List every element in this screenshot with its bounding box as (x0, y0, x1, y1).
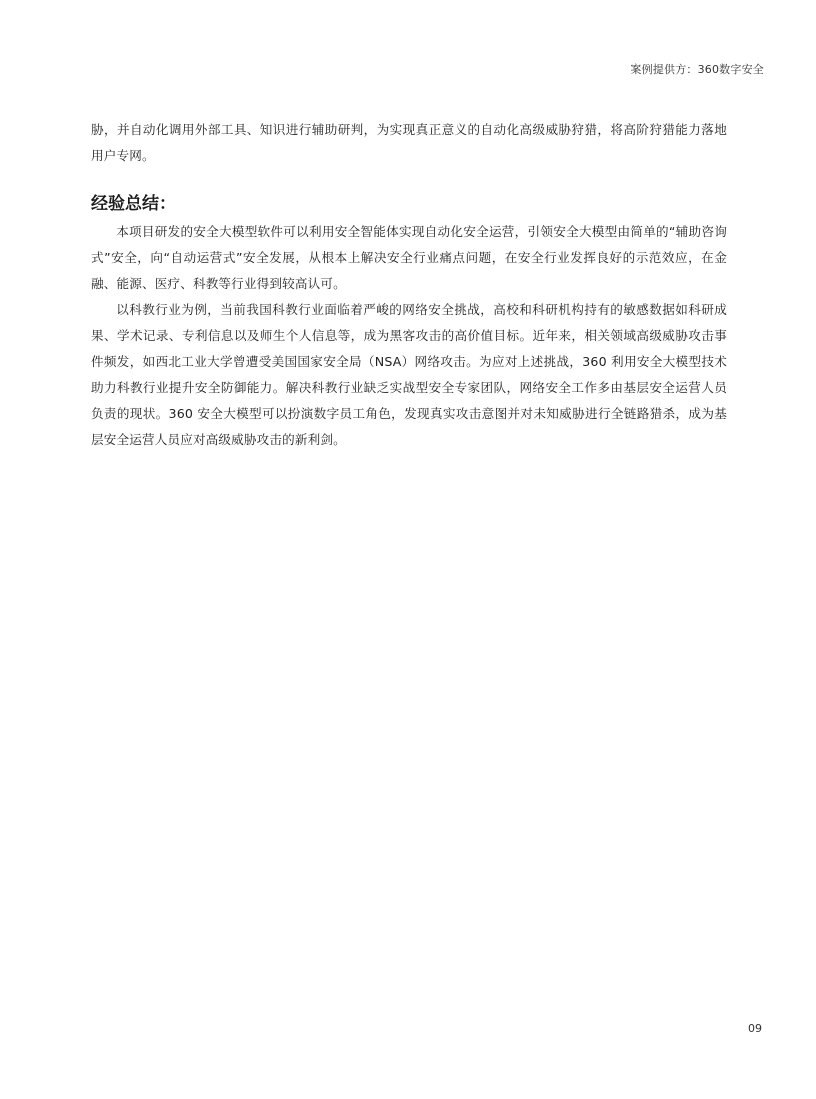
intro-paragraph: 胁，并自动化调用外部工具、知识进行辅助研判，为实现真正意义的自动化高级威胁狩猎，将高阶狩猎能力落地用户专网。 (91, 122, 727, 163)
page-number: 09 (748, 1022, 762, 1035)
case-provider-header: 案例提供方：360数字安全 (630, 63, 764, 76)
main-content (91, 117, 727, 453)
summary-paragraph-1: 本项目研发的安全大模型软件可以利用安全智能体实现自动化安全运营，引领安全大模型由简单的“辅助咨询式”安全，向“自动运营式”安全发展，从根本上解决安全行业痛点问题，在安全行业发挥良好的示范效应，在金融、能源、医疗、科教等行业得到较高认可。 (91, 224, 727, 291)
summary-paragraph-2: 以科教行业为例，当前我国科教行业面临着严峻的网络安全挑战，高校和科研机构持有的敏感数据如科研成果、学术记录、专利信息以及师生个人信息等，成为黑客攻击的高价值目标。近年来，相关领域高级威胁攻击事件频发，如西北工业大学曾遭受美国国家安全局（NSA）网络攻击。为应对上述挑战，360 利用安全大模型技术助力科教行业提升安全防御能力。解决科教行业缺乏实战型安全专家团队，网络安全工作多由基层安全运营人员负责的现状。360 安全大模型可以扮演数字员工角色，发现真实攻击意图并对未知威胁进行全链路猎杀，成为基层安全运营人员应对高级威胁攻击的新利剑。 (91, 302, 727, 447)
section-heading: 经验总结： (91, 194, 176, 214)
